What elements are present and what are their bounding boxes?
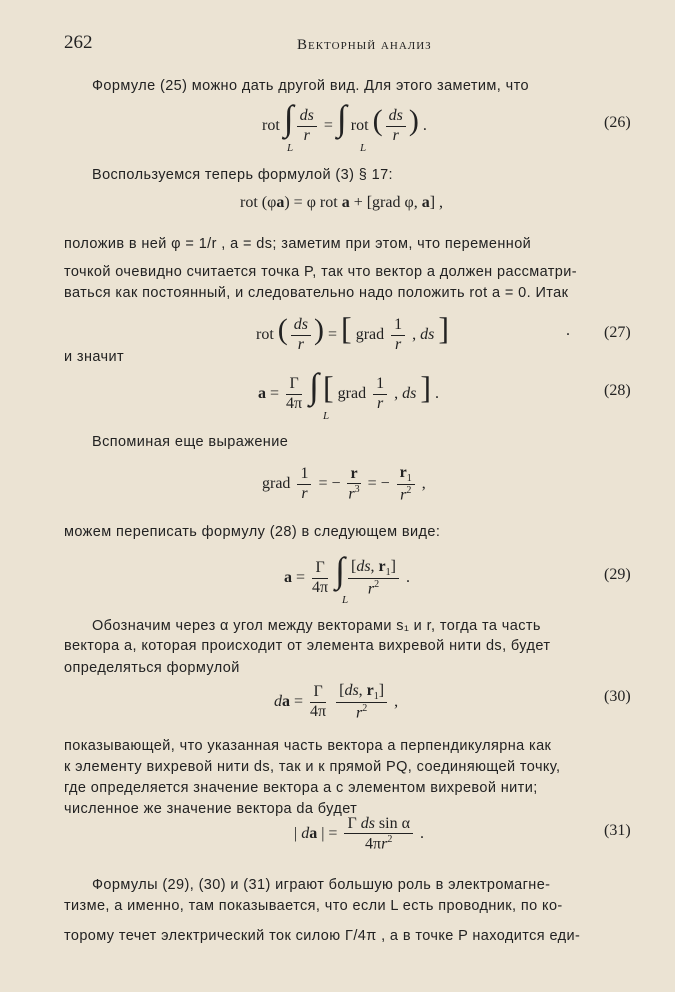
- equation-number: (30): [604, 688, 631, 705]
- text-line: показывающей, что указанная часть вектора a перпендикулярна как: [64, 738, 552, 754]
- limit-L: L: [342, 594, 349, 606]
- text-line: Формулы (29), (30) и (31) играют большую роль в электромагне-: [92, 877, 551, 893]
- formula-31: | da | = $\frac{\text{Γ ds sin α}}{4\pi r^2}$ .: [294, 814, 424, 853]
- text-line: и значит: [64, 349, 125, 365]
- running-title: Векторный анализ: [297, 37, 432, 53]
- text-line: Формуле (25) можно дать другой вид. Для этого заметим, что: [92, 78, 529, 94]
- text-line: можем переписать формулу (28) в следующем виде:: [64, 524, 441, 540]
- text-line: тизме, а именно, там показывается, что если L есть проводник, по ко-: [64, 898, 563, 914]
- limit-L: L: [323, 410, 330, 422]
- text-line: положив в ней φ = 1/r , a = ds; заметим при этом, что переменной: [64, 236, 532, 252]
- text-line: точкой очевидно считается точка P, так что вектор a должен рассматри-: [64, 264, 577, 280]
- text-line: численное же значение вектора da будет: [64, 801, 358, 817]
- formula-grad: grad $\frac{1}{r}$ = − $\frac{r}{r^3}$ = − $\frac{r_1}{r^2}$ ,: [262, 463, 426, 504]
- text-line: торому течет электрический ток силою Γ/4π , а в точке P находится еди-: [64, 928, 581, 944]
- page-number: 262: [64, 32, 93, 53]
- formula-rot-phi-a: rot (φa) = φ rot a + [grad φ, a] ,: [240, 194, 444, 211]
- equation-number: (29): [604, 566, 631, 583]
- dot: .: [566, 322, 570, 339]
- text-line: ваться как постоянный, и следовательно надо положить rot a = 0. Итак: [64, 285, 569, 301]
- formula-30: da = $\frac{\Gamma}{4\pi}$ $\frac{[ds, r_1]}{r^2}$ ,: [274, 681, 399, 722]
- equation-number: (27): [604, 324, 631, 341]
- formula-27: rot ( $\frac{ds}{r}$ ) = [ grad $\frac{1}{r}$ , ds ]: [256, 310, 450, 353]
- text-line: где определяется значение вектора a с элементом вихревой нити;: [64, 780, 538, 796]
- formula-28: a = $\frac{\Gamma}{4\pi}$ ∫ [ grad $\frac{1}{r}$ , ds ] .: [258, 366, 439, 412]
- limit-L: L: [360, 142, 367, 154]
- formula-26: rot ∫ $\frac{ds}{r}$ = ∫ rot ( $\frac{ds}{r}$ ) .: [262, 98, 427, 144]
- text-line: определяться формулой: [64, 660, 240, 676]
- limit-L: L: [287, 142, 294, 154]
- text-line: вектора a, которая происходит от элемента вихревой нити ds, будет: [64, 638, 551, 654]
- text-line: к элементу вихревой нити ds, так и к прямой PQ, соединяющей точку,: [64, 759, 561, 775]
- text-line: Обозначим через α угол между векторами s₁ и r, тогда та часть: [92, 618, 541, 634]
- equation-number: (31): [604, 822, 631, 839]
- equation-number: (26): [604, 114, 631, 131]
- text-line: Воспользуемся теперь формулой (3) § 17:: [92, 167, 393, 183]
- equation-number: (28): [604, 382, 631, 399]
- text-line: Вспоминая еще выражение: [92, 434, 289, 450]
- formula-29: a = $\frac{\Gamma}{4\pi}$ ∫ $\frac{[ds, r_1]}{r^2}$ .: [284, 550, 410, 598]
